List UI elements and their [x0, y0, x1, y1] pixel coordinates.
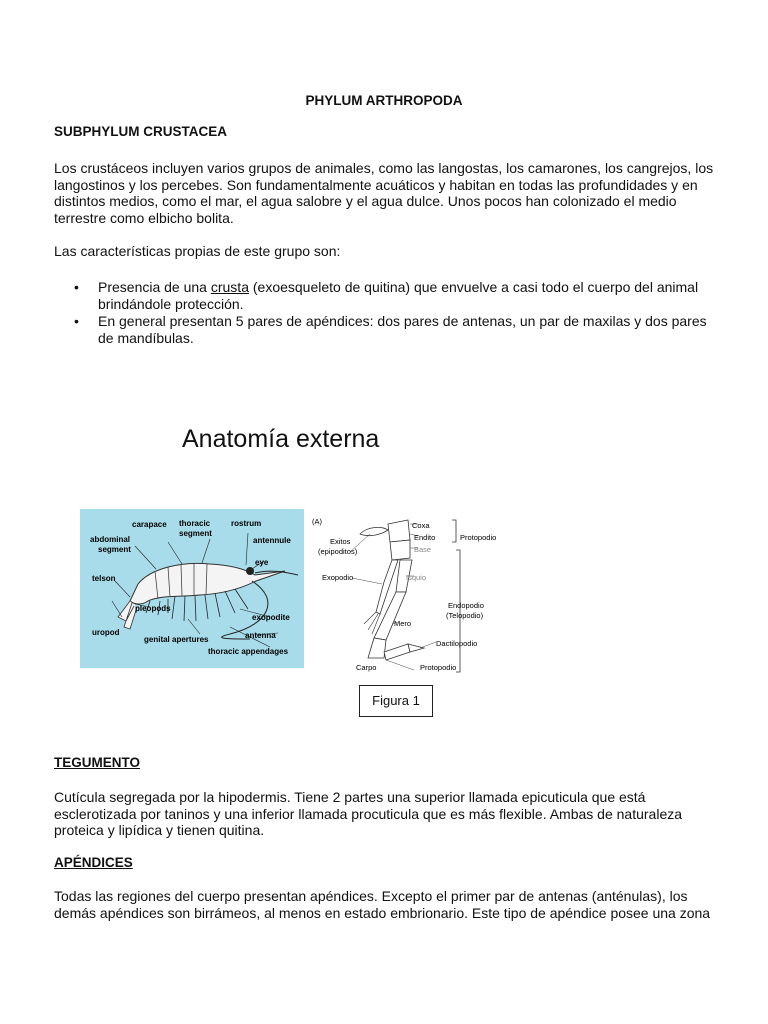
label-uropod: uropod — [92, 628, 120, 637]
label-mero: Mero — [394, 619, 412, 628]
appendage-illustration — [310, 512, 520, 674]
bullet-dot: • — [74, 279, 79, 295]
list-item — [98, 279, 713, 312]
tegumento-line: Cutícula segregada por la hipodermis. Tiene 2 partes una superior llamada epicuticula que está — [54, 789, 646, 805]
label-a: (A) — [312, 517, 322, 526]
bullet-dot: • — [74, 313, 79, 329]
label-exopodio: Exopodio — [322, 573, 354, 582]
characteristics-intro: Las características propias de este grupo son: — [54, 243, 341, 259]
label-thoracic: thoracic — [179, 519, 211, 528]
dactilopodio-shape — [408, 644, 424, 652]
underlined-term: crusta — [210, 279, 249, 295]
subphylum-heading: SUBPHYLUM CRUSTACEA — [54, 124, 228, 139]
protopodio-bracket — [452, 520, 456, 542]
label-telopodio: (Telopodio) — [446, 611, 484, 620]
label-isquio: Isquio — [406, 573, 427, 582]
bullet-line: de mandíbulas. — [98, 329, 194, 346]
apendices-heading: APÉNDICES — [54, 855, 133, 870]
label-rostrum: rostrum — [231, 519, 262, 528]
carpo-shape — [368, 638, 386, 658]
intro-line: distintos medios, como el mar, el agua salobre y el agua dulce. Unos pocos han colonizado el medio — [54, 193, 677, 210]
label-carapace: carapace — [132, 520, 167, 529]
coxa-shape — [388, 520, 410, 542]
label-protopodio-bottom: Protopodio — [420, 663, 457, 672]
propodio-shape — [384, 644, 410, 660]
label-exitos: Exitos — [330, 537, 351, 546]
label-abdominal: abdominal — [90, 535, 131, 544]
page-title: PHYLUM ARTHROPODA — [305, 93, 463, 108]
intro-line: langostinos y los percebes. Son fundamentalmente acuáticos y habitan en todas las profundidades y en — [54, 176, 698, 193]
label-telson: telson — [92, 574, 116, 583]
label-base: Base — [414, 545, 432, 554]
label-epipoditos: (epipoditos) — [318, 547, 358, 556]
bullet-line — [98, 279, 713, 296]
label-carpo: Carpo — [356, 663, 377, 672]
shrimp-diagram — [80, 509, 304, 668]
bullet-text: Presencia de una — [98, 279, 211, 295]
exito-shape — [360, 527, 388, 535]
mero-shape — [374, 592, 406, 640]
label-endopodio: Endopodio — [448, 601, 484, 610]
base-shape — [390, 540, 410, 560]
figure-heading: Anatomía externa — [182, 425, 380, 453]
label-endito: Endito — [414, 533, 436, 542]
label-exopodite: exopodite — [252, 613, 290, 622]
label-protopodio-top: Protopodio — [460, 533, 497, 542]
apendices-line: demás apéndices son birrámeos, al menos en estado embrionario. Este tipo de apéndice posee una zona — [54, 904, 711, 921]
apendices-paragraph — [54, 888, 724, 921]
label-thoracic-appendages: thoracic appendages — [208, 647, 289, 656]
label-dactilopodio: Dactilopodio — [436, 639, 478, 648]
label-antenna: antenna — [245, 631, 276, 640]
label-coxa: Coxa — [412, 521, 430, 530]
bullet-line: En general presentan 5 pares de apéndices: dos pares de antenas, un par de maxilas y dos pares — [98, 313, 707, 329]
tegumento-line: esclerotizada por taninos y una inferior llamada procuticula que es más flexible. Ambas de naturaleza — [54, 805, 683, 822]
list-item — [98, 313, 713, 346]
shrimp-illustration — [80, 509, 304, 668]
apendices-line: Todas las regiones del cuerpo presentan apéndices. Excepto el primer par de antenas (anténulas), los — [54, 888, 688, 904]
label-abdominal-segment: segment — [98, 545, 131, 554]
intro-line: Los crustáceos incluyen varios grupos de animales, como las langostas, los camarones, los cangrejos, los — [54, 160, 714, 176]
appendage-diagram — [310, 512, 520, 674]
bullet-line: brindándole protección. — [98, 295, 244, 312]
label-antennule: antennule — [253, 536, 291, 545]
figure-caption: Figura 1 — [359, 685, 433, 717]
bullet-text: (exoesqueleto de quitina) que envuelve a casi todo el cuerpo del animal — [248, 279, 699, 295]
label-genital-apertures: genital apertures — [144, 635, 209, 644]
intro-line: terrestre como elbicho bolita. — [54, 209, 234, 226]
intro-paragraph — [54, 160, 724, 226]
tegumento-paragraph — [54, 789, 724, 839]
tegumento-heading: TEGUMENTO — [54, 755, 141, 770]
label-segment: segment — [179, 529, 212, 538]
tegumento-line: proteica y lipídica y tienen quitina. — [54, 822, 265, 839]
label-pleopods: pleopods — [135, 604, 171, 613]
label-eye: eye — [255, 558, 269, 567]
